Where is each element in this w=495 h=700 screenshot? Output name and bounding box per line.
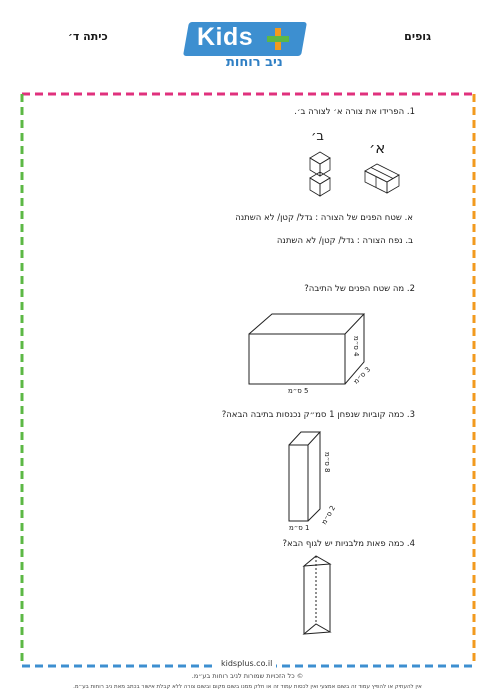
- prism-height-label: 8 ס״מ: [323, 452, 331, 473]
- logo-subtitle: ניב רוחות: [226, 55, 283, 70]
- footer-notice: אין להעתיק או להפיץ עמוד זה בשום אמצעי ואין לכסות עמוד זה או חלק ממנו בשום מקום ובשום צורה ללא קבלת אישור בכתב מאת ניב רוחות בע״מ.: [73, 684, 422, 690]
- tall-prism-diagram: [285, 429, 325, 524]
- box-depth-label: 3 ס״מ: [352, 365, 373, 386]
- logo-text: Kids: [197, 23, 254, 51]
- question-3-number: 3.: [406, 410, 415, 420]
- question-1a-number: א.: [404, 213, 413, 223]
- prism-depth-label: 2 ס״מ: [320, 504, 338, 526]
- question-2: [304, 284, 415, 294]
- question-1: [294, 107, 415, 117]
- shape-a-joined-cubes: [361, 161, 403, 195]
- footer-site: kidsplus.co.il: [217, 659, 276, 668]
- box-height-label: 4 ס״מ: [352, 336, 360, 357]
- question-1a: [235, 213, 413, 223]
- box-length-label: 5 ס״מ: [288, 387, 309, 395]
- prism-width-label: 1 ס״מ: [289, 524, 310, 532]
- question-1a-text: שטח הפנים של הצורה : גדל/ קטן/ לא השתנה: [235, 213, 402, 223]
- question-1b-text: נפח הצורה : גדל/ קטן/ לא השתנה: [276, 236, 403, 246]
- question-3-text: כמה קוביות שנפחן 1 סמ״ק נכנסות בתיבה הבאה?: [221, 410, 405, 420]
- question-1b: [277, 236, 413, 246]
- shape-b-stacked-cubes: [304, 150, 338, 200]
- question-1-text: הפרידו את צורה א׳ לצורה ב׳.: [294, 107, 405, 117]
- question-1-number: 1.: [406, 107, 415, 117]
- question-4-text: כמה פאות מלבניות יש לגוף הבא?: [282, 539, 405, 549]
- question-4: [283, 539, 415, 549]
- question-2-number: 2.: [406, 284, 415, 294]
- question-4-number: 4.: [406, 539, 415, 549]
- shape-b-label: ב׳: [311, 129, 324, 144]
- question-3: [222, 410, 415, 420]
- shape-a-label: א׳: [369, 139, 386, 157]
- grade-label: כיתה ד׳: [68, 30, 108, 43]
- triangular-prism-diagram: [298, 552, 338, 644]
- subject-title: גופים: [404, 30, 431, 43]
- box-prism-diagram: [246, 310, 366, 390]
- question-1b-number: ב.: [405, 236, 413, 246]
- question-2-text: מה שטח הפנים של התיבה?: [304, 284, 405, 294]
- footer-copyright: © כל הזכויות שמורות לניב רוחות בע״מ.: [191, 672, 304, 680]
